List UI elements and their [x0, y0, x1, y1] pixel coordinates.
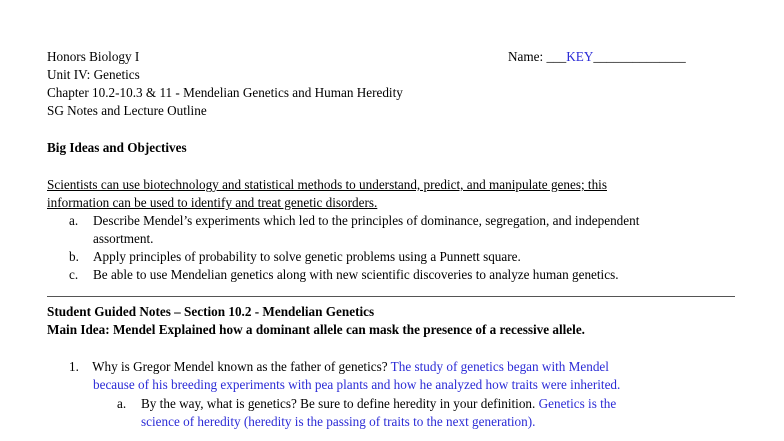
objective-a-continued: assortment.: [93, 231, 154, 246]
objective-c: [69, 266, 619, 284]
sub-question-marker: a.: [117, 396, 127, 411]
big-ideas-statement-line2: information can be used to identify and treat genetic disorders.: [47, 195, 378, 210]
objective-marker: a.: [69, 213, 79, 228]
objective-text: Describe Mendel’s experiments which led to the principles of dominance, segregation, and independent: [93, 213, 640, 228]
sub-answer-text: Genetics is the: [538, 396, 617, 411]
sub-question-text: By the way, what is genetics? Be sure to define heredity in your definition.: [141, 396, 536, 411]
big-ideas-statement-line1: Scientists can use biotechnology and statistical methods to understand, predict, and manipulate genes; this: [47, 177, 607, 192]
question-text: Why is Gregor Mendel known as the father of genetics?: [92, 359, 388, 374]
question-number: 1.: [69, 359, 79, 374]
objective-text: Apply principles of probability to solve genetic problems using a Punnett square.: [93, 249, 521, 264]
question-1a: [117, 395, 616, 413]
objective-text: Be able to use Mendelian genetics along with new scientific discoveries to analyze human genetics.: [93, 267, 619, 282]
chapter-title: Chapter 10.2-10.3 & 11 - Mendelian Genetics and Human Heredity: [47, 85, 403, 100]
objective-marker: b.: [69, 249, 79, 264]
answer-1-continued: because of his breeding experiments with pea plants and how he analyzed how traits were inherited.: [93, 377, 621, 392]
main-idea: Main Idea: Mendel Explained how a dominant allele can mask the presence of a recessive allele.: [47, 322, 585, 337]
unit-title: Unit IV: Genetics: [47, 67, 140, 82]
objective-a: [69, 212, 639, 230]
question-1: [69, 358, 609, 376]
course-title: Honors Biology I: [47, 49, 140, 64]
objective-b: [69, 248, 521, 266]
document-type: SG Notes and Lecture Outline: [47, 103, 207, 118]
name-field: [508, 48, 686, 66]
objective-marker: c.: [69, 267, 79, 282]
answer-text: The study of genetics began with Mendel: [390, 359, 609, 374]
name-value: KEY: [566, 49, 594, 64]
name-blank-before: ___: [546, 49, 567, 64]
big-ideas-heading: Big Ideas and Objectives: [47, 140, 187, 155]
section-title: Student Guided Notes – Section 10.2 - Mendelian Genetics: [47, 304, 375, 319]
name-label: Name:: [508, 49, 544, 64]
answer-1a-continued: science of heredity (heredity is the passing of traits to the next generation).: [141, 414, 536, 429]
name-blank-after: ______________: [593, 49, 686, 64]
section-divider: [47, 296, 735, 297]
